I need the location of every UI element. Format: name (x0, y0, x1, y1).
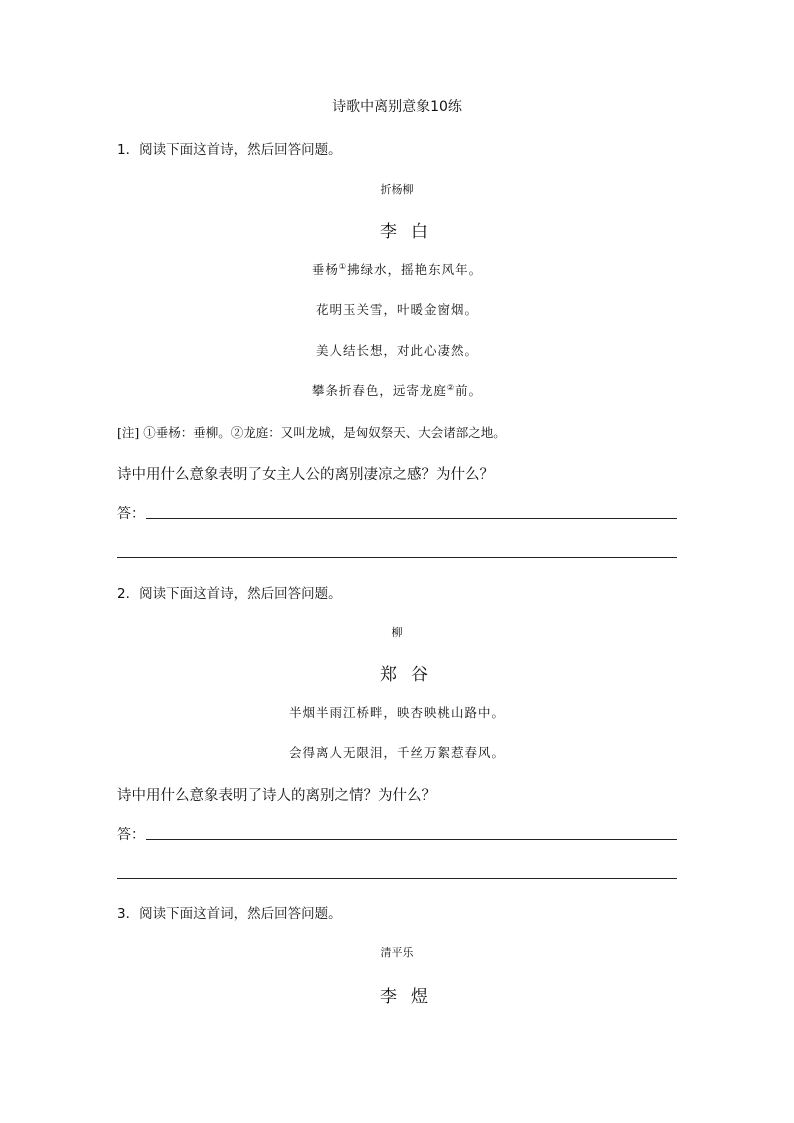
answer-2-line-1[interactable] (146, 839, 677, 840)
question-3-heading: 3．阅读下面这首词，然后回答问题。 (117, 906, 342, 922)
poem-1-title: 折杨柳 (380, 183, 414, 196)
poem-2-verse-1: 半烟半雨江桥畔，映杏映桃山路中。 (288, 705, 505, 720)
answer-1-line-2[interactable] (117, 557, 677, 558)
verse-text: 攀条折春色，远寄龙庭 (311, 383, 447, 398)
answer-2-label: 答： (117, 827, 145, 843)
poem-3-author: 李煜 (380, 987, 442, 1007)
poem-2-title: 柳 (391, 626, 403, 639)
footnote-marker: ① (338, 262, 348, 271)
poem-1-verse-1 (117, 260, 677, 278)
poem-1-verse-3: 美人结长想，对此心凄然。 (315, 343, 478, 358)
poem-1-author: 李白 (380, 222, 442, 242)
question-2-heading: 2．阅读下面这首诗，然后回答问题。 (117, 586, 342, 602)
answer-1-label: 答： (117, 506, 145, 522)
poem-1-verse-4 (117, 381, 677, 399)
answer-2-line-2[interactable] (117, 878, 677, 879)
poem-2-author: 郑谷 (380, 665, 442, 685)
verse-text: 垂杨 (311, 262, 339, 277)
poem-1-verse-2: 花明玉关雪，叶暖金窗烟。 (315, 302, 478, 317)
poem-2-verse-2: 会得离人无限泪，千丝万絮惹春风。 (288, 745, 505, 760)
verse-text: 前。 (455, 383, 483, 398)
poem-1-footnote: [注] ①垂杨：垂柳。②龙庭：又叫龙城，是匈奴祭天、大会诸部之地。 (117, 425, 506, 440)
page-title: 诗歌中离别意象10练 (332, 99, 462, 115)
question-1-prompt: 诗中用什么意象表明了女主人公的离别凄凉之感？为什么？ (117, 467, 494, 483)
footnote-marker: ② (446, 383, 456, 392)
answer-1-line-1[interactable] (146, 518, 677, 519)
question-2-prompt: 诗中用什么意象表明了诗人的离别之情？为什么？ (117, 788, 436, 804)
verse-text: 拂绿水，摇艳东风年。 (347, 262, 483, 277)
question-1-heading: 1．阅读下面这首诗，然后回答问题。 (117, 142, 342, 158)
poem-3-title: 清平乐 (380, 946, 414, 959)
